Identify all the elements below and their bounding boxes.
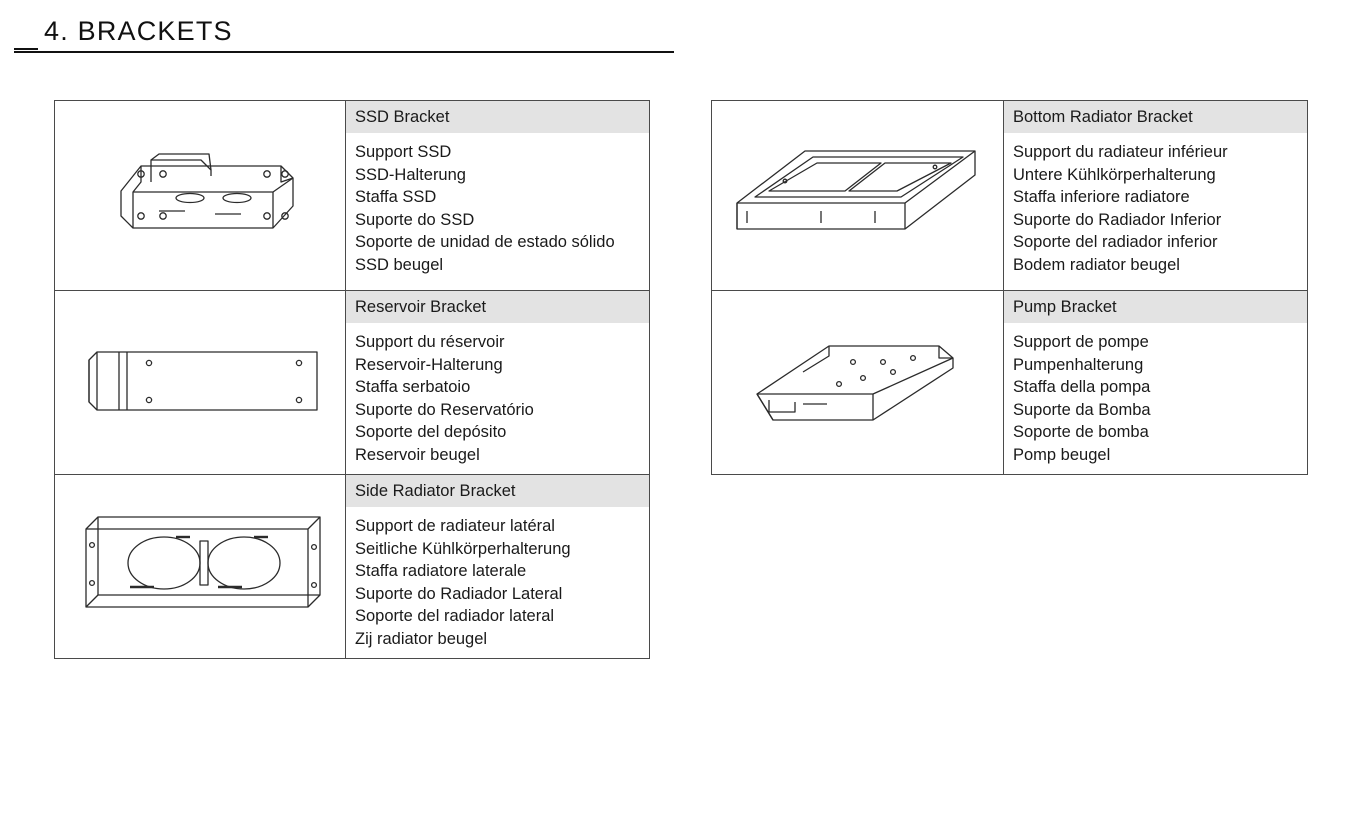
ssd-bracket-drawing-icon [85,136,315,256]
list-item: Soporte de bomba [1013,423,1149,441]
translation-list [346,508,649,658]
pump-bracket-drawing-icon [743,328,973,438]
list-item: Staffa SSD [355,188,437,206]
list-item: Support du réservoir [355,333,505,351]
list-item: Reservoir-Halterung [355,355,503,374]
list-item: Staffa serbatoio [355,378,471,396]
translation-list [1004,134,1307,284]
bracket-title: Bottom Radiator Bracket [1004,101,1307,134]
page-title: 4. BRACKETS [44,16,233,46]
header-rule-accent [14,48,38,50]
table-row [712,291,1307,474]
left-bracket-table [54,100,650,659]
list-item: Bodem radiator beugel [1013,255,1180,274]
list-item: Pomp beugel [1013,445,1111,464]
list-item: Soporte del radiador lateral [355,607,555,625]
list-item: Soporte de unidad de estado sólido [355,233,615,251]
list-item: Staffa della pompa [1013,378,1151,396]
right-column [711,100,1308,475]
side-radiator-bracket-drawing-icon [68,507,333,627]
list-item: Soporte del radiador inferior [1013,233,1218,251]
bracket-title: Side Radiator Bracket [346,475,649,508]
list-item: Untere Kühlkörperhalterung [1013,165,1216,184]
translation-list [1004,324,1307,474]
translation-list [346,324,649,474]
list-item: Zij radiator beugel [355,629,488,648]
list-item: Suporte do Reservatório [355,400,534,419]
list-item: Suporte do Radiador Inferior [1013,210,1222,229]
section-header [14,14,674,53]
list-item: Pumpenhalterung [1013,355,1144,374]
bracket-title: SSD Bracket [346,101,649,134]
side-radiator-bracket-image-cell [55,475,346,658]
header-rule [14,51,674,53]
list-item: Support de pompe [1013,333,1149,351]
translation-list [346,134,649,284]
bottom-radiator-bracket-image-cell [712,101,1004,290]
left-column [54,100,650,659]
list-item: SSD-Halterung [355,165,466,184]
list-item: Support du radiateur inférieur [1013,143,1228,161]
ssd-bracket-text-cell [346,101,649,290]
right-bracket-table [711,100,1308,475]
bottom-radiator-bracket-text-cell [1004,101,1307,290]
list-item: Seitliche Kühlkörperhalterung [355,539,571,558]
list-item: Reservoir beugel [355,445,480,464]
list-item: Staffa inferiore radiatore [1013,188,1190,206]
pump-bracket-image-cell [712,291,1004,474]
list-item: Support de radiateur latéral [355,517,555,535]
pump-bracket-text-cell [1004,291,1307,474]
table-row [55,475,649,658]
table-row [55,291,649,475]
list-item: Support SSD [355,143,452,161]
ssd-bracket-image-cell [55,101,346,290]
bracket-title: Pump Bracket [1004,291,1307,324]
list-item: Suporte do Radiador Lateral [355,584,563,603]
list-item: SSD beugel [355,255,444,274]
bottom-radiator-bracket-drawing-icon [725,141,990,251]
reservoir-bracket-text-cell [346,291,649,474]
side-radiator-bracket-text-cell [346,475,649,658]
list-item: Soporte del depósito [355,423,507,441]
list-item: Suporte da Bomba [1013,400,1151,419]
list-item: Staffa radiatore laterale [355,562,527,580]
list-item: Suporte do SSD [355,210,475,229]
table-row [55,101,649,291]
bracket-title: Reservoir Bracket [346,291,649,324]
reservoir-bracket-drawing-icon [75,338,325,428]
table-row [712,101,1307,291]
reservoir-bracket-image-cell [55,291,346,474]
